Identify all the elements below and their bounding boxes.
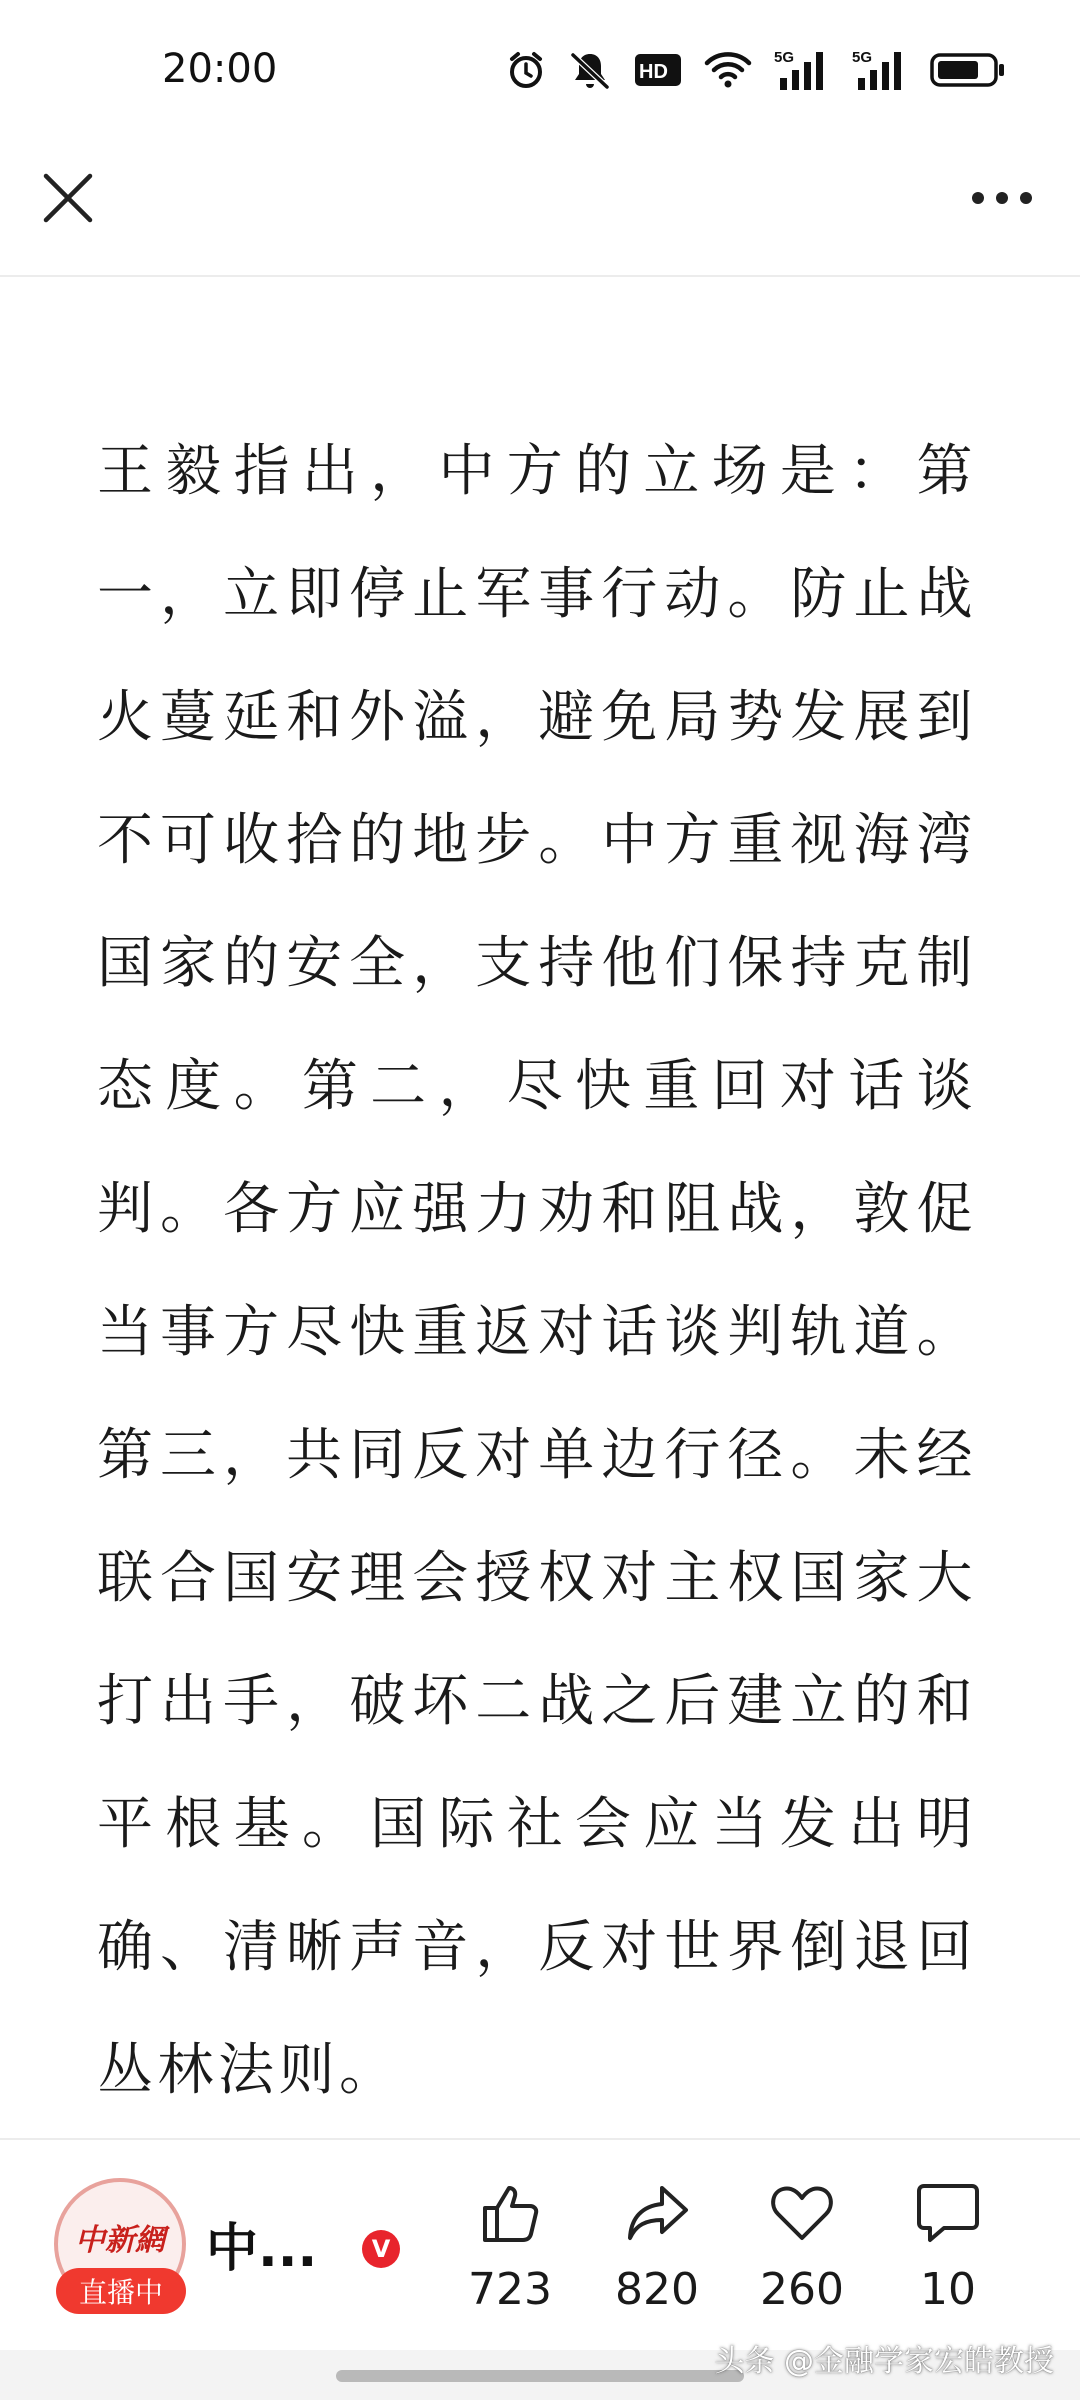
favorite-count: 260 (760, 2264, 844, 2315)
wifi-icon (704, 51, 752, 89)
signal-5g-icon (774, 48, 830, 92)
more-button[interactable] (962, 168, 1042, 228)
article-body (97, 410, 977, 2132)
signal-5g-icon (852, 48, 908, 92)
home-indicator[interactable] (336, 2370, 744, 2382)
like-count: 723 (468, 2264, 552, 2315)
author-name[interactable]: 中... (206, 2219, 318, 2279)
hd-icon (634, 52, 682, 88)
hd-label: HD (639, 61, 668, 83)
share-icon (624, 2180, 690, 2246)
battery-icon (930, 51, 1006, 89)
verified-badge-icon: V (362, 2230, 400, 2268)
favorite-button[interactable] (742, 2176, 862, 2315)
share-button[interactable] (597, 2176, 717, 2315)
more-icon (970, 191, 1034, 205)
author-avatar-button[interactable] (54, 2178, 188, 2312)
favorite-icon (769, 2180, 835, 2246)
like-button[interactable] (450, 2176, 570, 2315)
alarm-icon (506, 50, 546, 90)
mute-icon (568, 50, 612, 90)
network-label-1: 5G (774, 49, 795, 66)
comment-icon (914, 2180, 982, 2246)
status-bar (0, 0, 1080, 140)
status-time: 20:00 (162, 46, 278, 92)
comment-count: 10 (920, 2264, 976, 2315)
bottom-bar (0, 2138, 1080, 2352)
comment-button[interactable] (888, 2176, 1008, 2315)
article-paragraph: 王毅指出，中方的立场是：第一，立即停止军事行动。防止战火蔓延和外溢，避免局势发展到不可收拾的地步。中方重视海湾国家的安全，支持他们保持克制态度。第二，尽快重回对话谈判。各方应强力劝和阻战，敦促当事方尽快重返对话谈判轨道。第三，共同反对单边行径。未经联合国安理会授权对主权国家大打出手，破坏二战之后建立的和平根基。国际社会应当发出明确、清晰声音，反对世界倒退回丛林法则。 (97, 439, 977, 2103)
network-label-2: 5G (852, 49, 873, 66)
like-icon (477, 2180, 543, 2246)
share-count: 820 (615, 2264, 699, 2315)
close-button[interactable] (38, 168, 98, 228)
watermark: 头条 @金融学家宏皓教授 (714, 2344, 1054, 2379)
status-icons (506, 48, 1006, 92)
nav-bar (0, 140, 1080, 277)
live-badge: 直播中 (56, 2268, 186, 2314)
avatar-logo: 中新網 (75, 2223, 165, 2258)
close-icon (42, 172, 94, 224)
